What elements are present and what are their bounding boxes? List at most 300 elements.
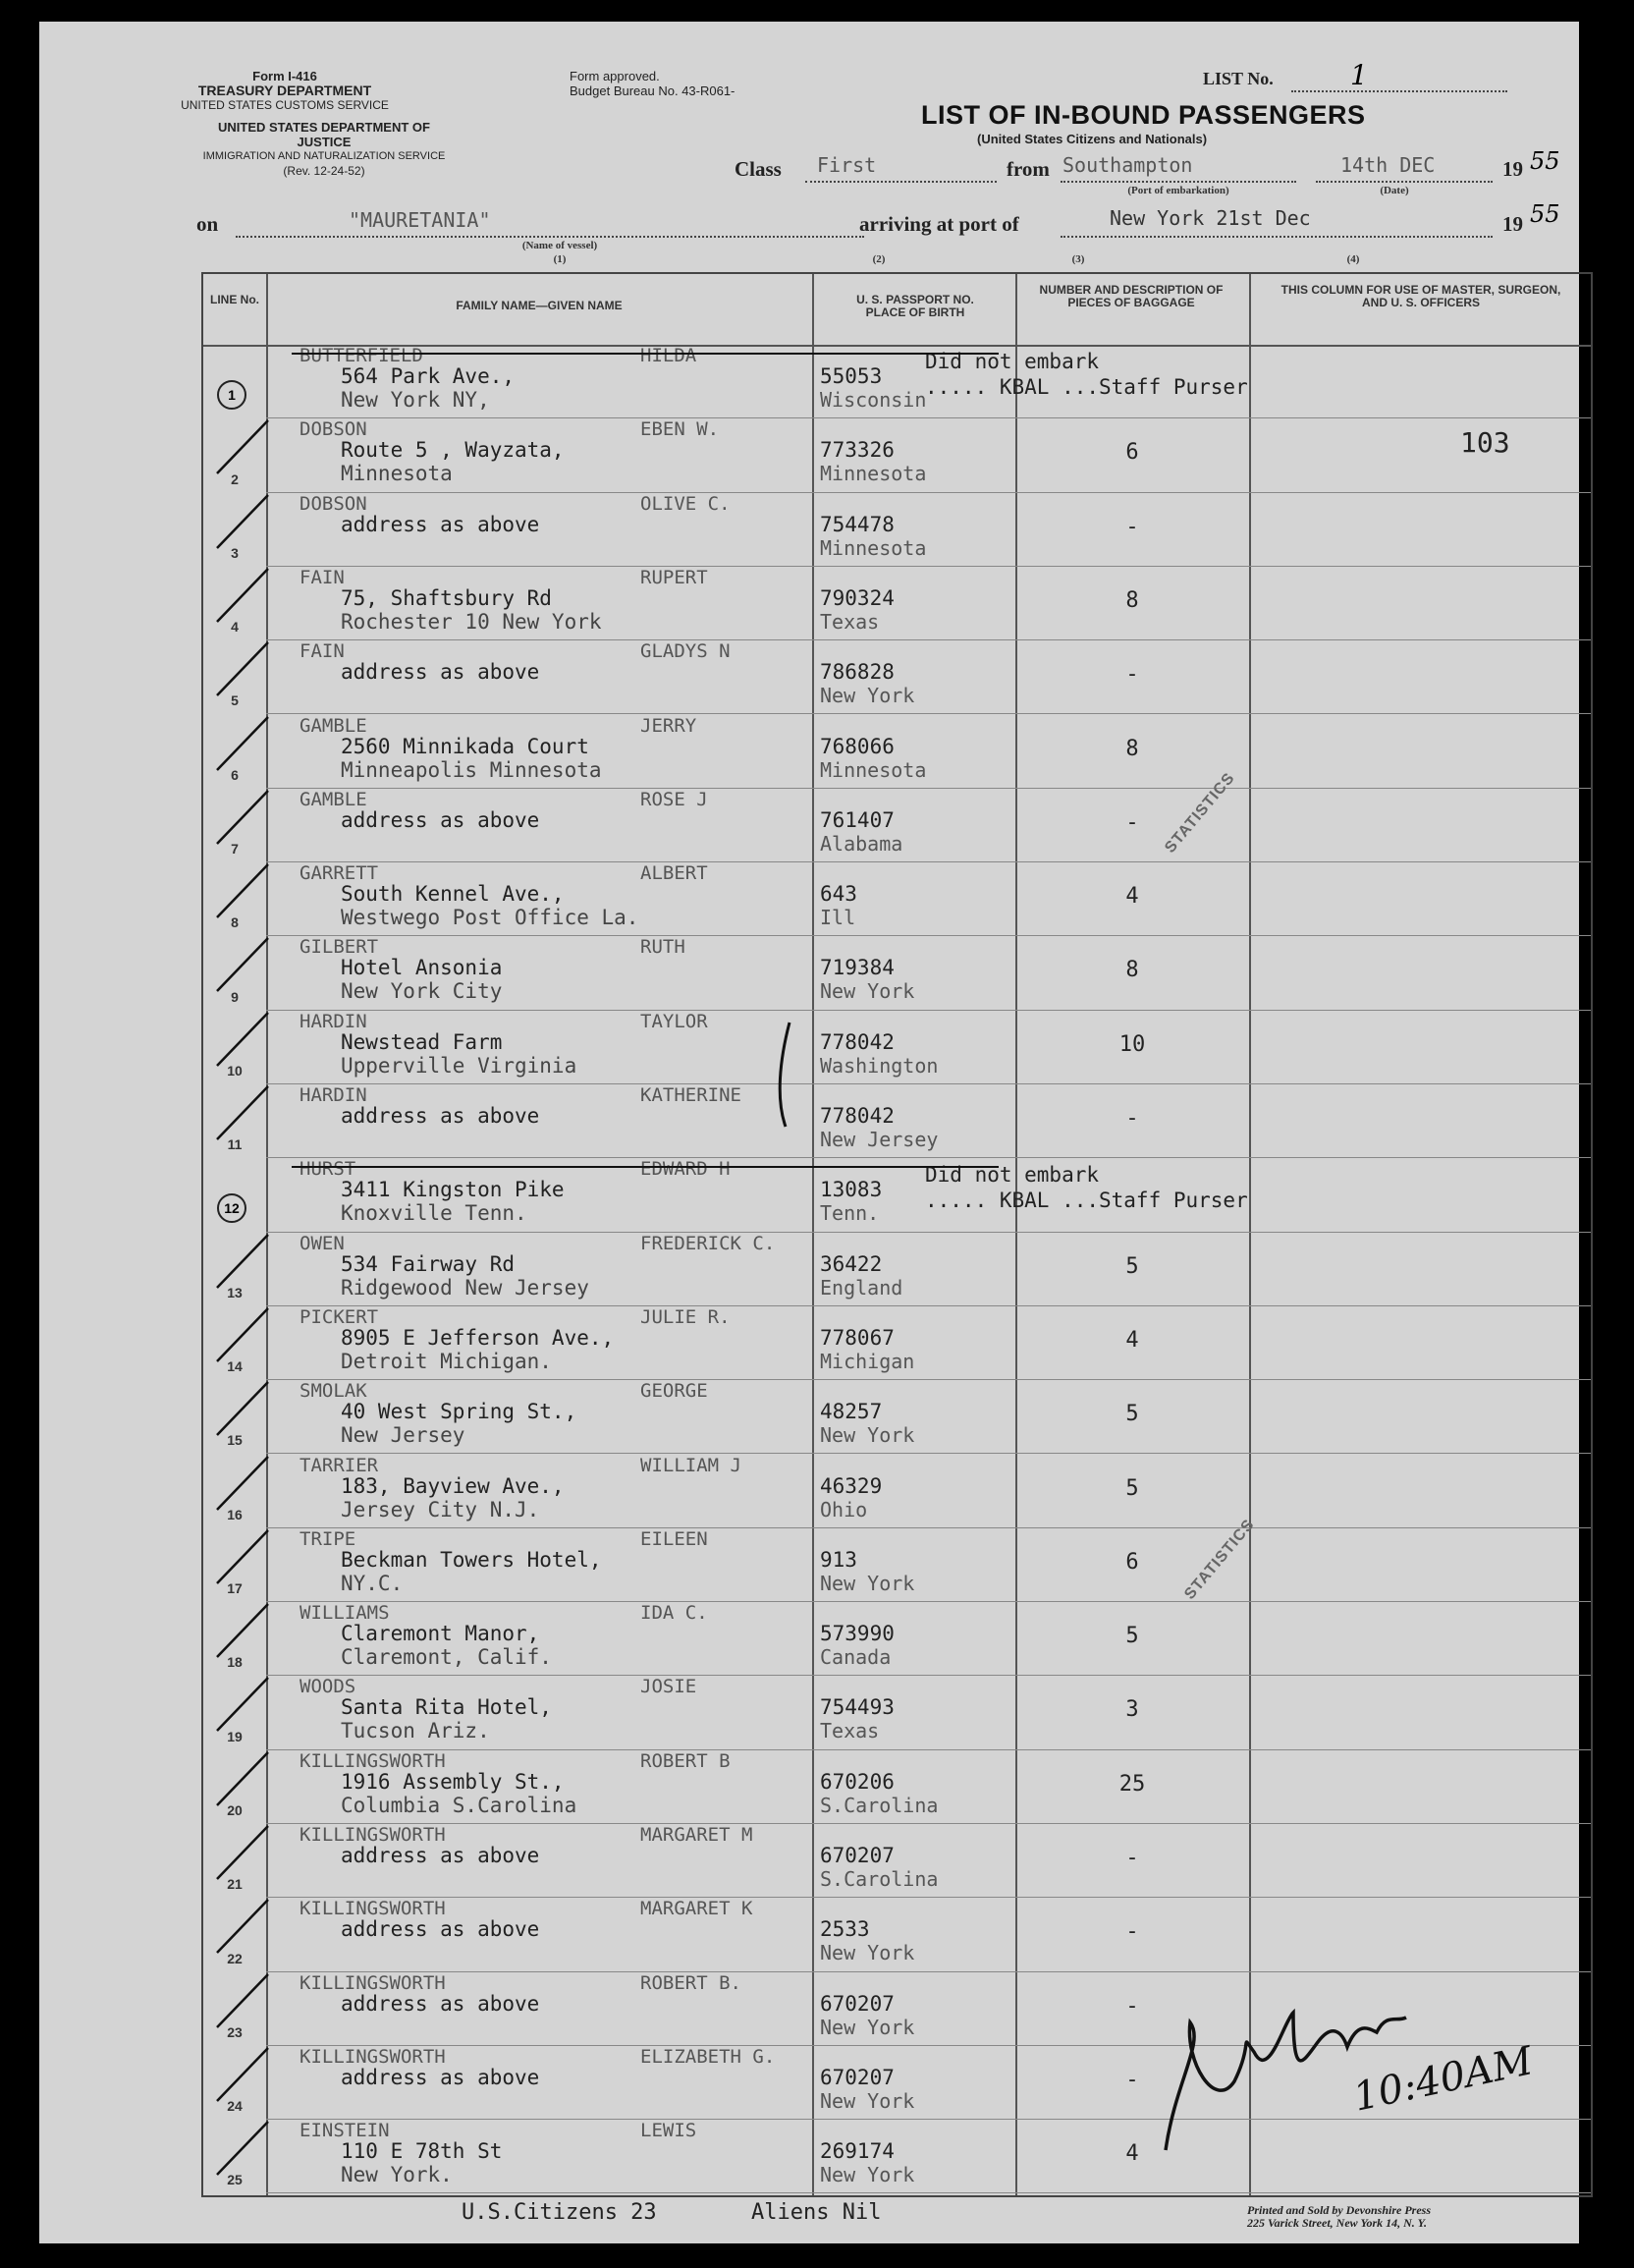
place-of-birth: New York (820, 2163, 915, 2187)
given-name: IDA C. (640, 1602, 708, 1625)
family-name: FAIN (300, 566, 345, 588)
given-name: JERRY (640, 714, 697, 737)
col-header-baggage: NUMBER AND DESCRIPTION OF PIECES OF BAGGAGE (1039, 283, 1224, 309)
address-line-2: Upperville Virginia (341, 1053, 577, 1078)
given-name: RUPERT (640, 566, 708, 588)
table-row (203, 567, 1591, 640)
address-line-1: 534 Fairway Rd (341, 1251, 516, 1276)
passport-number: 790324 (820, 585, 895, 610)
table-row (203, 418, 1591, 492)
table-row (203, 1233, 1591, 1306)
table-row (203, 1602, 1591, 1676)
table-row (203, 1306, 1591, 1380)
check-mark (213, 1892, 272, 1961)
form-approved-block (570, 69, 786, 98)
place-of-birth: Texas (820, 1719, 880, 1743)
address-line-2: Westwego Post Office La. (341, 906, 639, 930)
statistics-stamp: STATISTICS (1162, 769, 1239, 857)
printer-address: 225 Varick Street, New York 14, N. Y. (1247, 2216, 1428, 2230)
line-number: 23 (227, 2023, 243, 2040)
address-line-1: Beckman Towers Hotel, (341, 1547, 602, 1572)
given-name: JULIE R. (640, 1305, 731, 1328)
family-name: KILLINGSWORTH (300, 1824, 446, 1846)
table-row (203, 1676, 1591, 1749)
officer-note-purser: ..... KBAL ...Staff Purser (925, 375, 1248, 399)
passport-number: 36422 (820, 1251, 883, 1276)
place-of-birth: S.Carolina (820, 1867, 939, 1891)
given-name: GLADYS N (640, 640, 731, 663)
line-number: 14 (227, 1358, 243, 1375)
page-subtitle: (United States Citizens and Nationals) (977, 132, 1208, 146)
passport-number: 2533 (820, 1917, 870, 1942)
passport-number: 754478 (820, 512, 895, 536)
passport-number: 13083 (820, 1178, 883, 1202)
baggage-count: - (1125, 1919, 1139, 1945)
table-row (203, 862, 1591, 936)
table-row (203, 640, 1591, 714)
line-number: 10 (227, 1062, 243, 1079)
given-name: OLIVE C. (640, 492, 731, 515)
arriving-line (1061, 236, 1493, 238)
passport-number: 643 (820, 882, 857, 907)
baggage-count: - (1125, 2067, 1139, 2092)
line-number: 22 (227, 1950, 243, 1966)
line-number: 9 (231, 988, 239, 1005)
line-number: 16 (227, 1506, 243, 1522)
family-name: GAMBLE (300, 714, 367, 737)
passport-number: 269174 (820, 2139, 895, 2164)
baggage-count: - (1125, 809, 1139, 835)
passport-number: 55053 (820, 364, 883, 388)
table-row (203, 1528, 1591, 1602)
family-name: KILLINGSWORTH (300, 1898, 446, 1920)
address-line-2: Claremont, Calif. (341, 1645, 552, 1670)
class-label: Class (735, 157, 782, 181)
baggage-count: - (1125, 1106, 1139, 1131)
line-number: 18 (227, 1654, 243, 1671)
check-mark (213, 1744, 272, 1813)
address-line-2: New York NY, (341, 388, 490, 412)
check-mark (213, 1670, 272, 1739)
address-line-1: Newstead Farm (341, 1029, 503, 1054)
date-line (1316, 181, 1493, 183)
check-mark (213, 1818, 272, 1887)
address-line-2: NY.C. (341, 1571, 404, 1595)
address-line-1: address as above (341, 807, 540, 832)
family-name: GAMBLE (300, 788, 367, 810)
address-line-1: address as above (341, 660, 540, 685)
address-line-1: 2560 Minnikada Court (341, 734, 589, 758)
line-number-circled: 1 (217, 380, 246, 410)
address-line-2: Minnesota (341, 462, 453, 486)
address-line-1: 75, Shaftsbury Rd (341, 585, 552, 610)
line-number: 7 (231, 841, 239, 857)
address-line-1: address as above (341, 1104, 540, 1128)
place-of-birth: Michigan (820, 1349, 915, 1373)
baggage-count: 5 (1125, 1624, 1139, 1649)
strikethrough-line (292, 353, 999, 355)
officer-note-purser: ..... KBAL ...Staff Purser (925, 1189, 1248, 1213)
check-mark (213, 2114, 272, 2183)
place-of-birth: Tenn. (820, 1201, 880, 1226)
address-line-2: New York City (341, 979, 503, 1004)
passport-number: 719384 (820, 956, 895, 980)
given-name: ROBERT B (640, 1749, 731, 1772)
vessel-value: "MAURETANIA" (349, 208, 491, 232)
family-name: GARRETT (300, 862, 379, 885)
address-line-1: address as above (341, 512, 540, 536)
address-line-1: Santa Rita Hotel, (341, 1695, 552, 1720)
row-divider (266, 2192, 1591, 2193)
line-number: 25 (227, 2172, 243, 2188)
page-title: LIST OF IN-BOUND PASSENGERS (921, 100, 1366, 130)
family-name: WILLIAMS (300, 1602, 390, 1625)
line-number: 21 (227, 1876, 243, 1893)
address-line-1: 40 West Spring St., (341, 1400, 577, 1424)
family-name: PICKERT (300, 1305, 379, 1328)
list-no-line (1291, 90, 1507, 92)
col-num-2: (2) (872, 253, 886, 265)
address-line-2: New York. (341, 2163, 453, 2187)
baggage-count: - (1125, 662, 1139, 688)
family-name: HARDIN (300, 1010, 367, 1032)
passport-number: 761407 (820, 807, 895, 832)
given-name: ELIZABETH G. (640, 2045, 776, 2068)
passport-number: 670207 (820, 2065, 895, 2089)
address-line-2: New Jersey (341, 1423, 465, 1448)
form-approved: Form approved. (570, 69, 660, 83)
baggage-count: 3 (1125, 1697, 1139, 1723)
baggage-count: 10 (1118, 1031, 1146, 1057)
col-num-3: (3) (1071, 253, 1085, 265)
arriving-year-prefix: 19 (1502, 212, 1523, 236)
check-mark (213, 635, 272, 703)
baggage-count: - (1125, 514, 1139, 539)
line-number: 4 (231, 619, 239, 636)
place-of-birth: New York (820, 1571, 915, 1595)
family-name: EINSTEIN (300, 2120, 390, 2142)
statistics-stamp: STATISTICS (1181, 1516, 1259, 1603)
revision: (Rev. 12-24-52) (283, 164, 365, 178)
line-number: 20 (227, 1801, 243, 1818)
line-number: 24 (227, 2098, 243, 2115)
place-of-birth: Canada (820, 1645, 892, 1670)
line-number: 5 (231, 692, 239, 709)
baggage-count: 6 (1125, 440, 1139, 466)
place-of-birth: New York (820, 2015, 915, 2039)
hardin-bracket-mark (768, 1021, 797, 1129)
signature-time: 10:40AM (1349, 2038, 1537, 2121)
family-name: HURST (300, 1158, 356, 1181)
baggage-count: 5 (1125, 1475, 1139, 1501)
check-mark (213, 1005, 272, 1074)
given-name: KATHERINE (640, 1084, 741, 1106)
list-no-value: 1 (1350, 59, 1368, 91)
table-row (203, 789, 1591, 862)
col-header-line: LINE No. (210, 293, 259, 306)
col-header-officers: THIS COLUMN FOR USE OF MASTER, SURGEON, AND U. S. OFFICERS (1280, 283, 1561, 309)
family-name: TRIPE (300, 1527, 356, 1550)
line-number: 3 (231, 544, 239, 561)
justice-dept: UNITED STATES DEPARTMENT OF JUSTICE (218, 120, 430, 149)
immigration-service: IMMIGRATION AND NATURALIZATION SERVICE (202, 150, 446, 162)
baggage-count: 8 (1125, 587, 1139, 613)
address-line-1: address as above (341, 1844, 540, 1867)
address-line-1: address as above (341, 2065, 540, 2089)
place-of-birth: New York (820, 1423, 915, 1448)
line-number: 8 (231, 914, 239, 931)
address-line-1: Route 5 , Wayzata, (341, 438, 565, 463)
officer-note: Did not embark (925, 1163, 1100, 1188)
baggage-count: 5 (1125, 1402, 1139, 1427)
address-line-2: Minneapolis Minnesota (341, 757, 602, 782)
address-line-1: Hotel Ansonia (341, 956, 503, 980)
date-caption: (Date) (1380, 185, 1409, 196)
passport-number: 913 (820, 1547, 857, 1572)
check-mark (213, 709, 272, 778)
address-line-2: Ridgewood New Jersey (341, 1275, 589, 1300)
baggage-count: 8 (1125, 958, 1139, 983)
given-name: EDWARD H (640, 1158, 731, 1181)
line-number-circled: 12 (217, 1193, 246, 1223)
arriving-value: New York 21st Dec (1110, 206, 1311, 230)
table-row (203, 1824, 1591, 1898)
family-name: OWEN (300, 1232, 345, 1254)
vessel-caption: (Name of vessel) (521, 240, 598, 251)
passenger-list-page (39, 22, 1579, 2243)
line-number: 2 (231, 470, 239, 487)
table-row (203, 715, 1591, 789)
family-name: DOBSON (300, 492, 367, 515)
given-name: ALBERT (640, 862, 708, 885)
address-line-1: address as above (341, 1991, 540, 2016)
address-line-2: Columbia S.Carolina (341, 1793, 577, 1817)
table-row (203, 1750, 1591, 1824)
line-number: 6 (231, 766, 239, 783)
family-name: SMOLAK (300, 1380, 367, 1403)
budget-bureau: Budget Bureau No. 43-R061- (570, 83, 735, 98)
vessel-line (236, 236, 864, 238)
family-name: BUTTERFIELD (300, 345, 423, 366)
year-value: 55 (1530, 147, 1560, 175)
check-mark (213, 1449, 272, 1518)
place-of-birth: Texas (820, 609, 880, 634)
address-line-1: Claremont Manor, (341, 1622, 540, 1646)
address-line-2: Knoxville Tenn. (341, 1201, 527, 1226)
line-number: 19 (227, 1728, 243, 1744)
line-number: 15 (227, 1432, 243, 1449)
address-line-1: South Kennel Ave., (341, 882, 565, 907)
year-prefix: 19 (1502, 157, 1523, 181)
table-row (203, 1898, 1591, 1971)
place-of-birth: New Jersey (820, 1128, 939, 1151)
line-number: 13 (227, 1284, 243, 1300)
check-mark (213, 1522, 272, 1591)
printer-line: Printed and Sold by Devonshire Press (1247, 2203, 1432, 2217)
passport-number: 48257 (820, 1400, 883, 1424)
citizens-count: U.S.Citizens 23 (462, 2200, 657, 2225)
passport-number: 778042 (820, 1104, 895, 1128)
form-header-block (157, 69, 412, 113)
table-row (203, 345, 1591, 418)
place-of-birth: Ohio (820, 1497, 868, 1521)
address-line-1: 1916 Assembly St., (341, 1769, 565, 1794)
passport-number: 773326 (820, 438, 895, 463)
baggage-count: 4 (1125, 884, 1139, 910)
check-mark (213, 783, 272, 852)
address-line-2: Rochester 10 New York (341, 609, 602, 634)
check-mark (213, 413, 272, 481)
place-of-birth: Ill (820, 906, 856, 930)
passport-number: 768066 (820, 734, 895, 758)
address-line-2: Detroit Michigan. (341, 1349, 552, 1373)
address-line-1: address as above (341, 1917, 540, 1942)
justice-header-block (196, 120, 452, 179)
place-of-birth: New York (820, 2088, 915, 2113)
baggage-count: 6 (1125, 1549, 1139, 1575)
col-num-4: (4) (1346, 253, 1360, 265)
printer-imprint (1247, 2204, 1561, 2230)
baggage-count: 4 (1125, 1327, 1139, 1353)
place-of-birth: England (820, 1275, 903, 1300)
strikethrough-line (292, 1166, 999, 1168)
on-label: on (196, 212, 219, 236)
line-number: 17 (227, 1580, 243, 1597)
class-line (805, 181, 997, 183)
col-header-passport: U. S. PASSPORT NO. PLACE OF BIRTH (856, 293, 974, 319)
given-name: RUTH (640, 936, 685, 959)
passport-number: 778042 (820, 1029, 895, 1054)
officer-note: Did not embark (925, 350, 1100, 373)
given-name: MARGARET M (640, 1824, 753, 1846)
family-name: HARDIN (300, 1084, 367, 1106)
check-mark (213, 1966, 272, 2035)
address-line-1: 183, Bayview Ave., (341, 1473, 565, 1498)
table-row (203, 1158, 1591, 1232)
col-header-name: FAMILY NAME—GIVEN NAME (456, 299, 623, 312)
passport-number: 786828 (820, 660, 895, 685)
list-number (1203, 59, 1517, 98)
list-no-label: LIST No. (1203, 69, 1274, 88)
given-name: GEORGE (640, 1380, 708, 1403)
place-of-birth: Wisconsin (820, 388, 927, 412)
check-mark (213, 857, 272, 925)
check-mark (213, 930, 272, 999)
vessel-col-num: (1) (553, 253, 567, 265)
given-name: FREDERICK C. (640, 1232, 776, 1254)
family-name: KILLINGSWORTH (300, 1971, 446, 1994)
check-mark (213, 2040, 272, 2109)
baggage-count: 5 (1125, 1253, 1139, 1279)
treasury-dept: TREASURY DEPARTMENT (197, 83, 372, 98)
check-mark (213, 1596, 272, 1665)
baggage-count: 8 (1125, 736, 1139, 761)
address-line-1: 3411 Kingston Pike (341, 1178, 565, 1202)
from-value: Southampton (1062, 153, 1193, 177)
table-row (203, 1455, 1591, 1528)
baggage-count: - (1125, 1846, 1139, 1870)
officer-note: 103 (1460, 426, 1510, 460)
family-name: DOBSON (300, 418, 367, 441)
form-number: Form I-416 (252, 69, 317, 83)
from-label: from (1007, 157, 1050, 181)
passport-number: 670206 (820, 1769, 895, 1794)
baggage-count: 4 (1125, 2141, 1139, 2167)
address-line-1: 564 Park Ave., (341, 364, 516, 388)
address-line-1: 110 E 78th St (341, 2139, 503, 2164)
aliens-count: Aliens Nil (751, 2200, 882, 2225)
baggage-count: 25 (1118, 1771, 1146, 1797)
passport-number: 754493 (820, 1695, 895, 1720)
place-of-birth: Minnesota (820, 535, 927, 560)
passport-number: 573990 (820, 1622, 895, 1646)
place-of-birth: New York (820, 684, 915, 708)
arriving-year: 55 (1530, 200, 1560, 228)
date-value: 14th DEC (1340, 153, 1436, 177)
check-mark (213, 487, 272, 556)
family-name: GILBERT (300, 936, 379, 959)
given-name: EBEN W. (640, 418, 720, 441)
check-mark (213, 1300, 272, 1369)
place-of-birth: Minnesota (820, 462, 927, 486)
given-name: ROBERT B. (640, 1971, 741, 1994)
place-of-birth: Washington (820, 1053, 939, 1078)
arriving-label: arriving at port of (859, 212, 1019, 236)
passport-number: 46329 (820, 1473, 883, 1498)
check-mark (213, 1227, 272, 1296)
check-mark (213, 1079, 272, 1147)
given-name: JOSIE (640, 1676, 697, 1698)
given-name: WILLIAM J (640, 1454, 741, 1476)
officer-signature (1146, 1964, 1441, 2160)
table-row (203, 493, 1591, 567)
port-caption: (Port of embarkation) (1127, 185, 1229, 196)
check-mark (213, 561, 272, 630)
address-line-2: Tucson Ariz. (341, 1719, 490, 1743)
family-name: FAIN (300, 640, 345, 663)
given-name: MARGARET K (640, 1898, 753, 1920)
family-name: KILLINGSWORTH (300, 1749, 446, 1772)
place-of-birth: New York (820, 979, 915, 1004)
baggage-count: - (1125, 1993, 1139, 2019)
check-mark (213, 1374, 272, 1443)
given-name: HILDA (640, 345, 697, 366)
class-value: First (817, 153, 877, 177)
place-of-birth: Minnesota (820, 757, 927, 782)
given-name: TAYLOR (640, 1010, 708, 1032)
given-name: LEWIS (640, 2120, 697, 2142)
from-line (1061, 181, 1296, 183)
table-row (203, 1011, 1591, 1084)
family-name: WOODS (300, 1676, 356, 1698)
family-name: KILLINGSWORTH (300, 2045, 446, 2068)
table-row (203, 936, 1591, 1010)
passport-number: 670207 (820, 1844, 895, 1867)
line-number: 11 (227, 1136, 243, 1153)
place-of-birth: S.Carolina (820, 1793, 939, 1817)
place-of-birth: Alabama (820, 831, 903, 856)
given-name: EILEEN (640, 1527, 708, 1550)
passport-number: 778067 (820, 1325, 895, 1350)
family-name: TARRIER (300, 1454, 379, 1476)
passenger-table (201, 272, 1593, 2197)
address-line-2: Jersey City N.J. (341, 1497, 540, 1521)
table-row (203, 1380, 1591, 1454)
passport-number: 670207 (820, 1991, 895, 2016)
table-row (203, 1084, 1591, 1158)
place-of-birth: New York (820, 1941, 915, 1965)
customs-service: UNITED STATES CUSTOMS SERVICE (181, 98, 389, 112)
